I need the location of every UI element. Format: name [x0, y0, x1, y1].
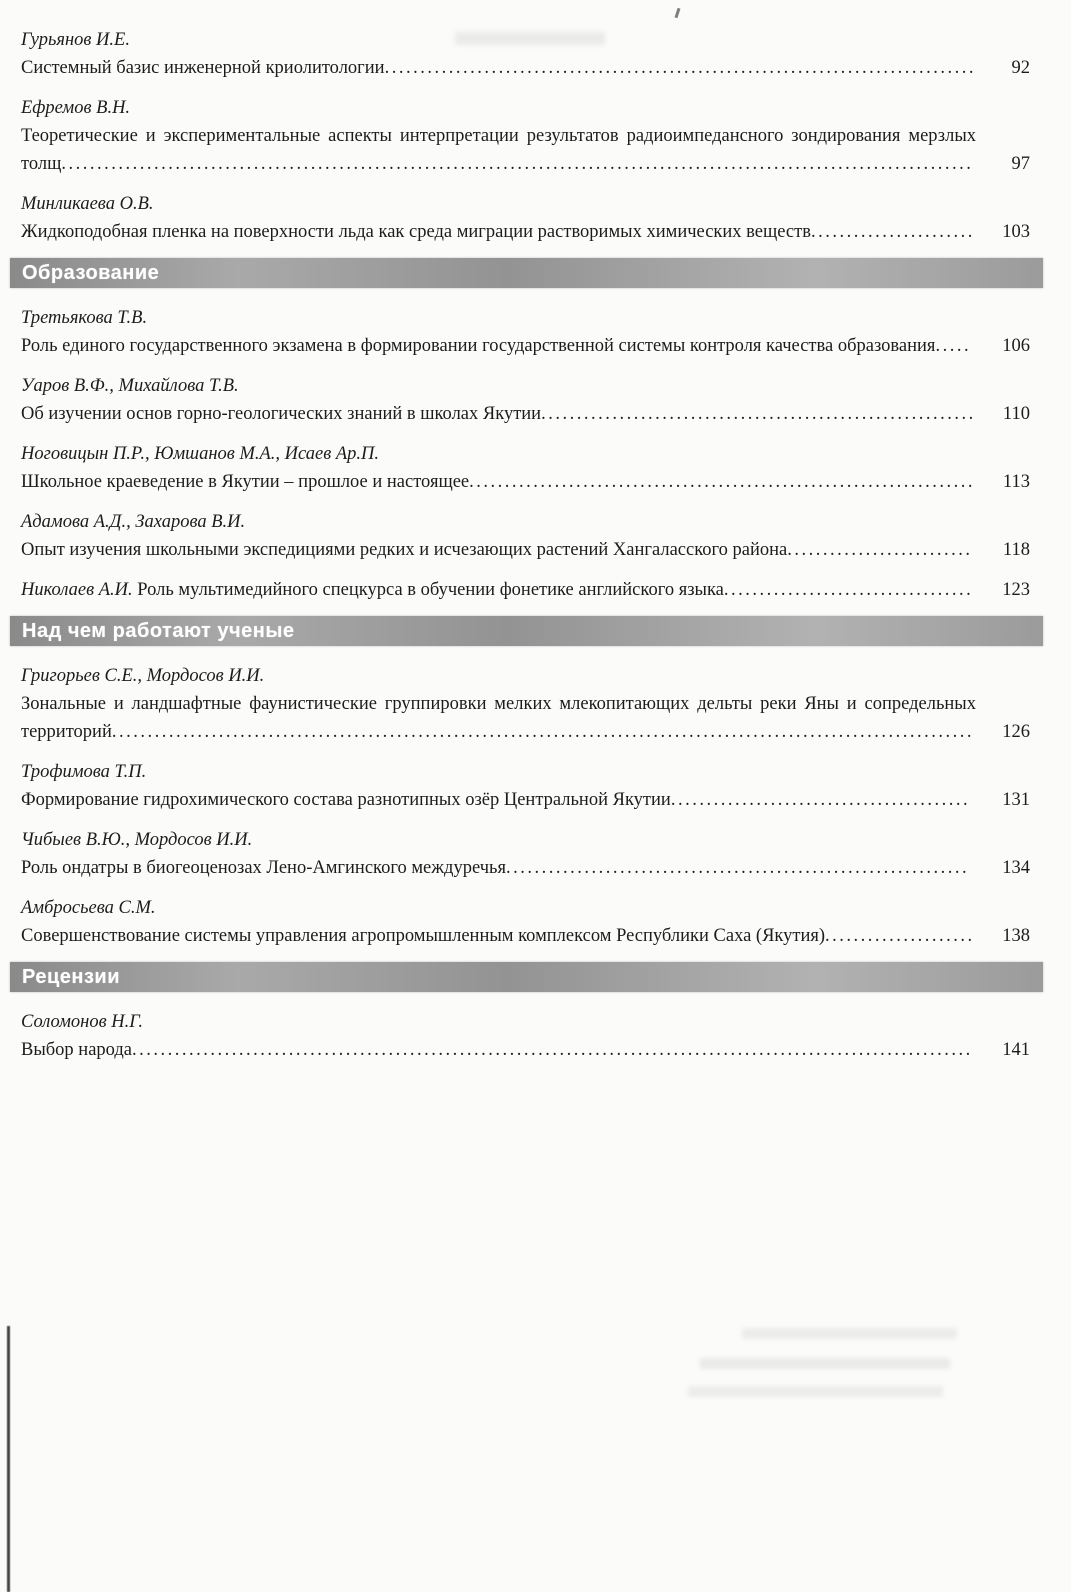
entry-title: Формирование гидрохимического состава разнотипных озёр Центральной Якутии..........................................	[21, 790, 971, 810]
toc-entry	[21, 1008, 1030, 1064]
entry-page-number: 138	[1002, 926, 1030, 946]
toc-entry	[21, 894, 1030, 950]
toc-entry	[21, 576, 1030, 604]
dot-leader: ...................................	[723, 580, 974, 600]
entry-title-row	[21, 536, 1030, 564]
dot-leader: ......................................................................................................................	[132, 1040, 973, 1060]
entry-page-number: 92	[1011, 58, 1030, 78]
toc-entry	[21, 758, 1030, 814]
section-header-label: Над чем работают ученые	[22, 619, 295, 642]
entry-title: Системный базис инженерной криолитологии...................................................................................	[21, 58, 976, 78]
entry-title-row	[21, 922, 1030, 950]
section-header-nad-chem-rabotayut-uchenye	[10, 616, 1043, 646]
entry-title-row	[21, 786, 1030, 814]
entry-title: Николаев А.И. Роль мультимедийного спецкурса в обучении фонетике английского языка...................................	[21, 580, 974, 600]
section-header-recenzii	[10, 962, 1043, 992]
entry-authors: Уаров В.Ф., Михайлова Т.В.	[21, 376, 239, 396]
entry-title-row	[21, 332, 1030, 360]
entry-page-number: 118	[1002, 540, 1030, 560]
entry-page-number: 131	[1002, 790, 1030, 810]
entry-title: Опыт изучения школьными экспедициями редких и исчезающих растений Хангаласского района..........................	[21, 540, 973, 560]
entry-authors: Минликаева О.В.	[21, 194, 154, 214]
toc-entry	[21, 440, 1030, 496]
entry-page-number: 123	[1002, 580, 1030, 600]
toc-entry	[21, 372, 1030, 428]
dot-leader: .......................	[810, 222, 975, 242]
entry-title: Зональные и ландшафтные фаунистические группировки мелких млекопитающих дельты реки Яны и сопредельных территорий.........................................................................................................................	[21, 694, 976, 742]
entry-authors: Григорьев С.Е., Мордосов И.И.	[21, 666, 265, 686]
entry-authors: Чибыев В.Ю., Мордосов И.И.	[21, 830, 253, 850]
entry-title: Роль ондатры в биогеоценозах Лено-Амгинского междуречья.................................................................	[21, 858, 970, 878]
entry-title: Выбор народа......................................................................................................................	[21, 1040, 973, 1060]
dot-leader: .............................................................	[541, 404, 976, 424]
entry-title: Жидкоподобная пленка на поверхности льда как среда миграции растворимых химических веществ.......................	[21, 222, 975, 242]
toc-entry	[21, 826, 1030, 882]
entry-page-number: 97	[1011, 154, 1030, 174]
toc-entry	[21, 662, 1030, 746]
dot-leader: .......................................................................	[469, 472, 976, 492]
entry-authors: Третьякова Т.В.	[21, 308, 148, 328]
entry-page-number: 110	[1002, 404, 1030, 424]
dot-leader: ...................................................................................	[384, 58, 976, 78]
entry-title: Об изучении основ горно-геологических знаний в школах Якутии.............................................................	[21, 404, 976, 424]
entry-authors: Ноговицын П.Р., Юмшанов М.А., Исаев Ар.П.	[21, 444, 380, 464]
entry-title-row	[21, 576, 1030, 604]
entry-page-number: 141	[1002, 1040, 1030, 1060]
entry-title-row	[21, 854, 1030, 882]
entry-authors: Трофимова Т.П.	[21, 762, 147, 782]
entry-title: Теоретические и экспериментальные аспекты интерпретации результатов радиоимпедансного зондирования мерзлых толщ................................................................................................................................	[21, 126, 976, 174]
entry-page-number: 106	[1002, 336, 1030, 356]
dot-leader: ..........................................	[670, 790, 971, 810]
entry-title-row	[21, 218, 1030, 246]
entry-authors: Амбросьева С.М.	[21, 898, 156, 918]
entry-authors: Адамова А.Д., Захарова В.И.	[21, 512, 246, 532]
toc-entry	[21, 94, 1030, 178]
entry-title-row	[21, 468, 1030, 496]
entry-authors: Соломонов Н.Г.	[21, 1012, 143, 1032]
dot-leader: .....................	[825, 926, 975, 946]
entry-page-number: 113	[1002, 472, 1030, 492]
entry-title-row	[21, 690, 1030, 746]
toc-entry	[21, 190, 1030, 246]
toc-entry	[21, 304, 1030, 360]
entry-authors: Николаев А.И.	[21, 580, 133, 600]
entry-authors: Гурьянов И.Е.	[21, 30, 130, 50]
entry-title-row	[21, 400, 1030, 428]
dot-leader: ..........................	[787, 540, 973, 560]
entry-page-number: 134	[1002, 858, 1030, 878]
entry-title-row	[21, 122, 1030, 178]
entry-title: Совершенствование системы управления агропромышленным комплексом Республики Саха (Якутия).....................	[21, 926, 975, 946]
entry-title-row	[21, 54, 1030, 82]
entry-title: Роль единого государственного экзамена в формировании государственной системы контроля качества образования.....	[21, 336, 972, 356]
toc-entry	[21, 508, 1030, 564]
entry-authors: Ефремов В.Н.	[21, 98, 131, 118]
entry-page-number: 126	[1002, 722, 1030, 742]
dot-leader: .....	[935, 336, 972, 356]
dot-leader: ................................................................................................................................	[61, 154, 974, 174]
dot-leader: .........................................................................................................................	[111, 722, 974, 742]
entry-title: Школьное краеведение в Якутии – прошлое и настоящее.......................................................................	[21, 472, 976, 492]
entry-page-number: 103	[1002, 222, 1030, 242]
section-header-obrazovanie	[10, 258, 1043, 288]
toc-entry	[21, 26, 1030, 82]
entry-title-row	[21, 1036, 1030, 1064]
dot-leader: .................................................................	[505, 858, 970, 878]
section-header-label: Рецензии	[22, 965, 120, 988]
section-header-label: Образование	[22, 261, 160, 284]
